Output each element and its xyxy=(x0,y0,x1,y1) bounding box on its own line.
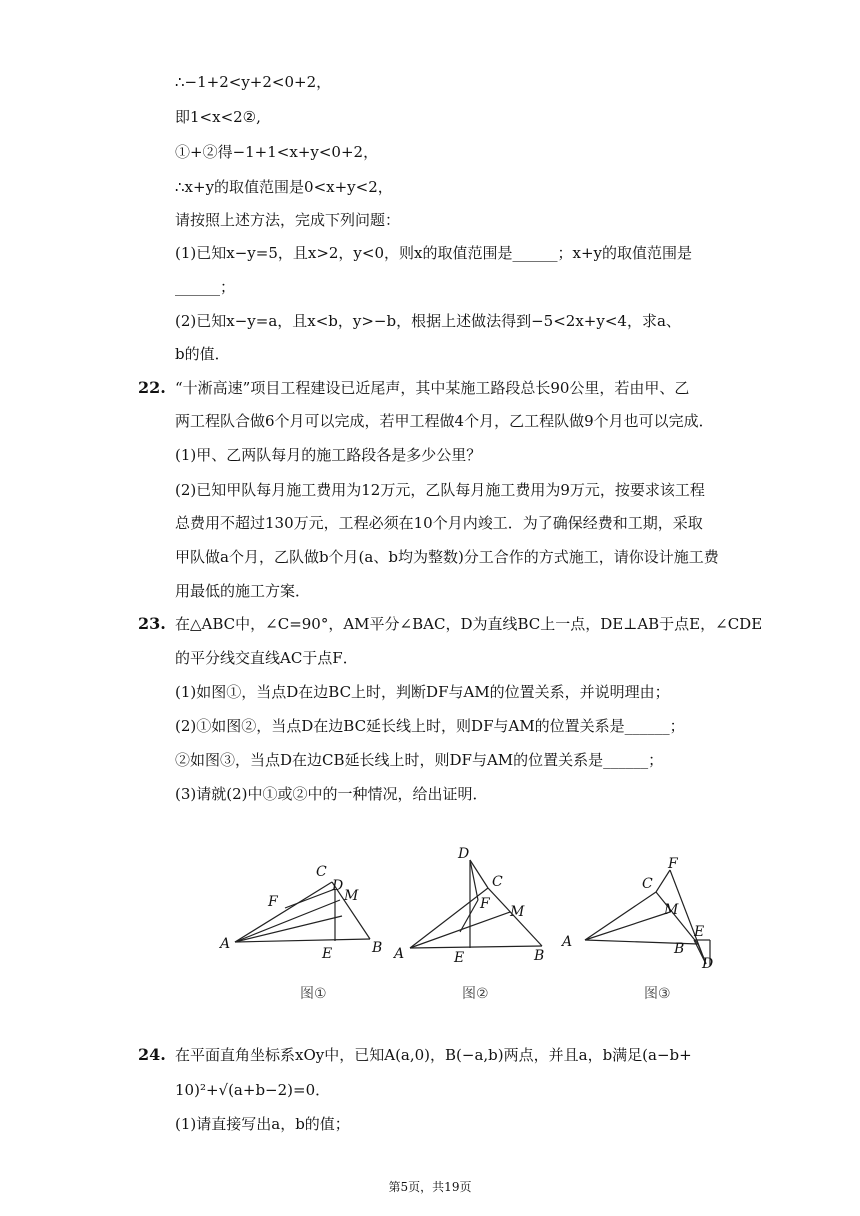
question-text: (2)已知甲队每月施工费用为12万元，乙队每月施工费用为9万元，按要求该工程 xyxy=(175,481,705,499)
text-line: 即1<x<2②, xyxy=(175,108,261,126)
point-label: E xyxy=(694,924,705,940)
question-number: 24. xyxy=(138,1045,166,1064)
question-text: ②如图③，当点D在边CB延长线上时，则DF与AM的位置关系是______； xyxy=(175,751,664,769)
point-label: F xyxy=(668,856,678,872)
question-text: (1)请直接写出a，b的值； xyxy=(175,1115,350,1133)
figure-caption: 图① xyxy=(300,986,327,1002)
text-line: ______； xyxy=(175,278,236,296)
figure-caption: 图③ xyxy=(644,986,671,1002)
point-label: M xyxy=(664,902,679,918)
text-line: ①+②得−1+1<x+y<0+2， xyxy=(175,143,379,161)
point-label: A xyxy=(220,936,231,952)
question-text: 用最低的施工方案． xyxy=(175,582,311,600)
point-label: C xyxy=(492,874,503,890)
text-line: b的值． xyxy=(175,345,230,363)
point-label: D xyxy=(332,878,344,894)
point-label: F xyxy=(480,896,490,912)
text-line: (1)已知x−y=5，且x>2，y<0，则x的取值范围是______；x+y的取值范围是 xyxy=(175,244,692,262)
text-line: ∴x+y的取值范围是0<x+y<2， xyxy=(175,178,393,196)
question-text: 10)²+√(a+b−2)=0． xyxy=(175,1081,331,1099)
question-text: (1)如图①，当点D在边BC上时，判断DF与AM的位置关系，并说明理由； xyxy=(175,683,670,701)
point-label: M xyxy=(510,904,525,920)
point-label: D xyxy=(702,956,714,972)
question-text: 在△ABC中，∠C=90°，AM平分∠BAC，D为直线BC上一点，DE⊥AB于点E，∠CDE xyxy=(175,615,763,633)
question-text: (1)甲、乙两队每月的施工路段各是多少公里？ xyxy=(175,446,482,464)
question-text: 甲队做a个月，乙队做b个月(a、b均为整数)分工合作的方式施工，请你设计施工费 xyxy=(175,548,719,566)
question-text: (3)请就(2)中①或②中的一种情况，给出证明． xyxy=(175,785,488,803)
question-number: 23. xyxy=(138,614,166,633)
question-text: 在平面直角坐标系xOy中，已知A(a,0)，B(−a,b)两点，并且a，b满足(a−b+ xyxy=(175,1046,692,1064)
point-label: C xyxy=(316,864,327,880)
point-label: A xyxy=(394,946,405,962)
point-label: M xyxy=(344,888,359,904)
text-line: 请按照上述方法，完成下列问题： xyxy=(175,211,401,229)
question-text: 的平分线交直线AC于点F． xyxy=(175,649,358,667)
point-label: C xyxy=(642,876,653,892)
question-text: “十淅高速”项目工程建设已近尾声，其中某施工路段总长90公里，若由甲、乙 xyxy=(175,379,690,397)
point-label: B xyxy=(674,941,685,957)
point-label: B xyxy=(372,940,383,956)
figure-caption: 图② xyxy=(462,986,489,1002)
point-label: E xyxy=(454,950,465,966)
question-text: 总费用不超过130万元，工程必须在10个月内竣工．为了确保经费和工期，采取 xyxy=(175,514,703,532)
point-label: F xyxy=(268,894,278,910)
page-footer: 第5页，共19页 xyxy=(388,1180,472,1194)
question-text: 两工程队合做6个月可以完成，若甲工程做4个月，乙工程队做9个月也可以完成． xyxy=(175,412,714,430)
point-label: B xyxy=(534,948,545,964)
text-line: ∴−1+2<y+2<0+2， xyxy=(175,73,332,91)
question-text: (2)①如图②，当点D在边BC延长线上时，则DF与AM的位置关系是______； xyxy=(175,717,685,735)
text-line: (2)已知x−y=a，且x<b，y>−b，根据上述做法得到−5<2x+y<4，求a、 xyxy=(175,312,681,330)
geometry-figures xyxy=(200,840,740,1015)
point-label: E xyxy=(322,946,333,962)
point-label: A xyxy=(562,934,573,950)
question-number: 22. xyxy=(138,378,166,397)
point-label: D xyxy=(458,846,470,862)
